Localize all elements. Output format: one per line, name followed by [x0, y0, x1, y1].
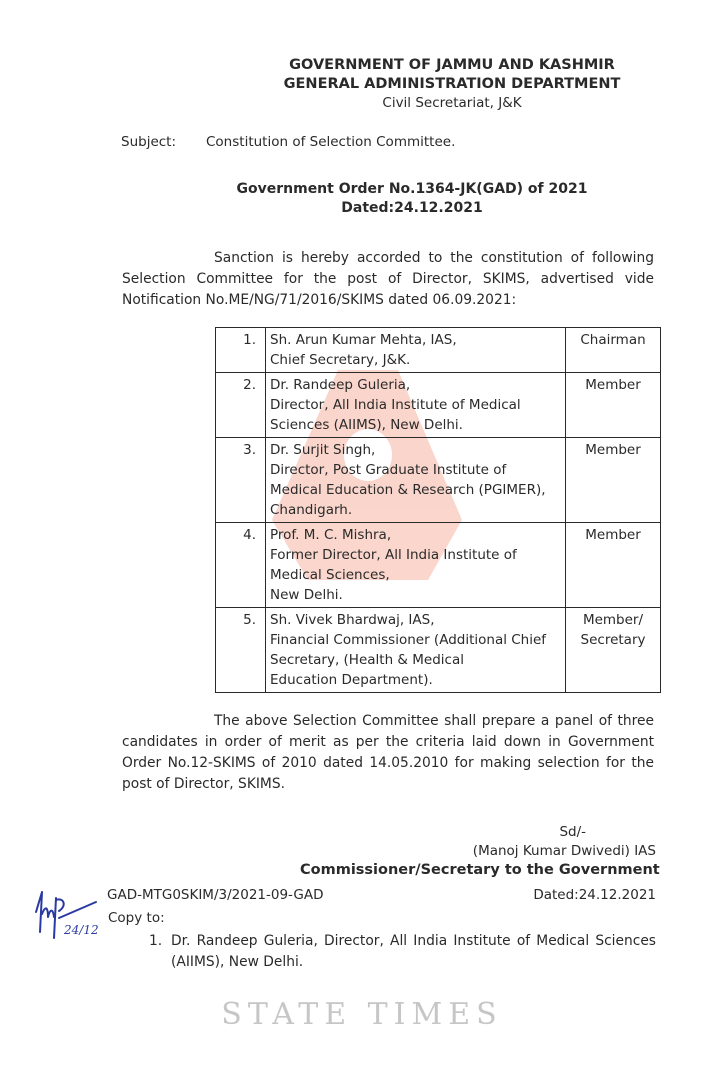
copy-item-text: Dr. Randeep Guleria, Director, All India Institute of Medical Sciences (AIIMS), New Delhi. — [171, 933, 656, 970]
member-name: Sh. Arun Kumar Mehta, IAS, — [270, 332, 457, 348]
committee-table — [215, 327, 661, 693]
member-designation: Secretary, (Health & Medical — [270, 652, 464, 668]
initials-date: 24/12 — [64, 923, 99, 937]
member-name: Sh. Vivek Bhardwaj, IAS, — [270, 612, 435, 628]
member-details — [266, 438, 566, 523]
copy-item-number: 1. — [149, 933, 163, 949]
member-number: 3. — [216, 438, 266, 523]
member-details — [266, 328, 566, 373]
subject-row — [121, 133, 661, 152]
table-row — [216, 608, 661, 693]
copy-list-item — [149, 931, 656, 973]
member-number: 2. — [216, 373, 266, 438]
member-details — [266, 373, 566, 438]
order-heading — [232, 180, 592, 218]
member-name: Dr. Randeep Guleria, — [270, 377, 411, 393]
reference-row — [107, 886, 656, 905]
member-details — [266, 523, 566, 608]
member-role-line: Secretary — [580, 632, 646, 648]
member-name: Prof. M. C. Mishra, — [270, 527, 392, 543]
subject-label: Subject: — [121, 134, 177, 150]
reference-date: Dated:24.12.2021 — [533, 887, 656, 903]
member-designation: Medical Sciences, — [270, 567, 390, 583]
table-row — [216, 438, 661, 523]
member-details — [266, 608, 566, 693]
signatory-title: Commissioner/Secretary to the Government — [300, 862, 660, 878]
header-government: GOVERNMENT OF JAMMU AND KASHMIR — [289, 57, 615, 73]
member-designation: New Delhi. — [270, 587, 343, 603]
member-designation: Education Department). — [270, 672, 433, 688]
member-role-line: Member/ — [582, 612, 644, 628]
member-name: Dr. Surjit Singh, — [270, 442, 376, 458]
signatory-name: (Manoj Kumar Dwivedi) IAS — [472, 843, 656, 859]
letterhead — [232, 56, 672, 113]
member-designation: Chief Secretary, J&K. — [270, 352, 411, 368]
member-number: 1. — [216, 328, 266, 373]
member-designation: Sciences (AIIMS), New Delhi. — [270, 417, 463, 433]
table-row — [216, 373, 661, 438]
member-designation: Director, Post Graduate Institute of — [270, 462, 507, 478]
panel-paragraph-text: The above Selection Committee shall prepare a panel of three candidates in order of merit as per the criteria laid down in Government Order No.12-SKIMS of 2010 dated 14.05.2010 for making selection for the post of Director, SKIMS. — [122, 713, 654, 792]
reference-number: GAD-MTG0SKIM/3/2021-09-GAD — [107, 887, 324, 903]
member-designation: Former Director, All India Institute of — [270, 547, 517, 563]
member-designation: Chandigarh. — [270, 502, 353, 518]
order-date: Dated:24.12.2021 — [341, 200, 483, 216]
member-designation: Director, All India Institute of Medical — [270, 397, 521, 413]
reference-and-copy — [0, 886, 724, 973]
member-role: Member — [566, 373, 661, 438]
subject-text: Constitution of Selection Committee. — [206, 134, 456, 150]
member-role: Chairman — [566, 328, 661, 373]
table-row — [216, 523, 661, 608]
member-designation: Financial Commissioner (Additional Chief — [270, 632, 547, 648]
copy-to-label: Copy to: — [108, 910, 165, 926]
sanction-paragraph — [122, 248, 654, 311]
panel-paragraph — [122, 711, 654, 795]
member-designation: Medical Education & Research (PGIMER), — [270, 482, 546, 498]
sanction-paragraph-text: Sanction is hereby accorded to the constitution of following Selection Committee for the post of Director, SKIMS, advertised vide Notification No.ME/NG/71/2016/SKIMS dated 06.09.2021: — [122, 250, 654, 308]
member-number: 4. — [216, 523, 266, 608]
member-role — [566, 608, 661, 693]
signed-marker: Sd/- — [559, 824, 586, 840]
member-number: 5. — [216, 608, 266, 693]
header-location: Civil Secretariat, J&K — [382, 95, 522, 111]
table-row — [216, 328, 661, 373]
member-role: Member — [566, 438, 661, 523]
handwritten-initials-icon — [30, 890, 102, 950]
member-role: Member — [566, 523, 661, 608]
watermark-caption: STATE TIMES — [221, 997, 503, 1032]
header-department: GENERAL ADMINISTRATION DEPARTMENT — [283, 76, 621, 92]
order-number: Government Order No.1364-JK(GAD) of 2021 — [236, 181, 588, 197]
signoff-block — [300, 823, 660, 880]
